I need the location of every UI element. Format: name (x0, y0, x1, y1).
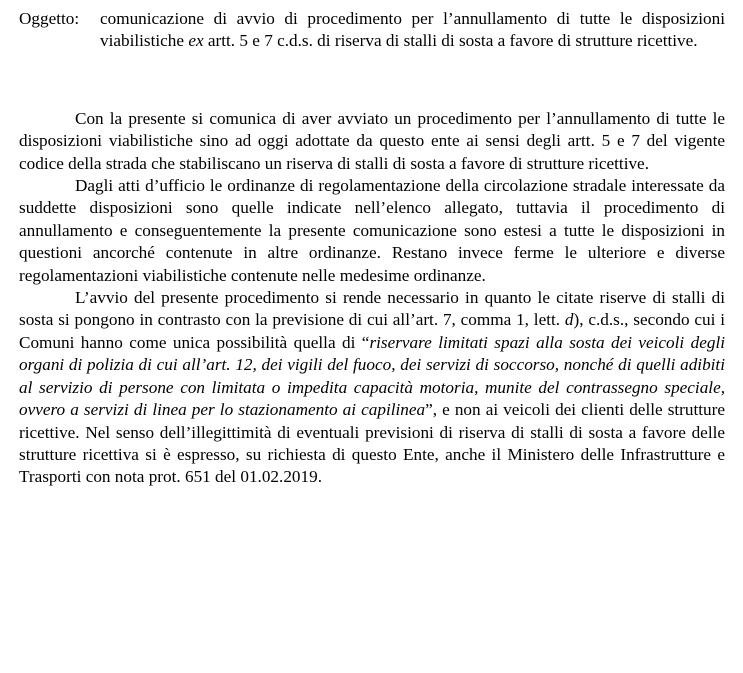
paragraph-legal-basis (19, 287, 725, 489)
subject-block (19, 8, 725, 53)
section-spacer (19, 53, 725, 108)
subject-text-end: artt. 5 e 7 c.d.s. di riserva di stalli di sosta a favore di strutture ricettive. (203, 31, 698, 51)
legal-basis-text-1: L’avvio del presente procedimento si rende necessario in quanto le citate riserve di stalli di sosta si pongono in contrasto con la previsione di cui all’art. 7, comma 1, lett. (19, 288, 725, 330)
legal-basis-text-2: ), c.d.s., secondo cui i Comuni hanno come unica possibilità quella di “ (19, 310, 725, 352)
paragraph-ordinances: Dagli atti d’ufficio le ordinanze di regolamentazione della circolazione stradale interessate da suddette disposizioni sono quelle indicate nell’elenco allegato, tuttavia il procedimento di annullamento e conseguentemente la presente comunicazione sono estesi a tutte le disposizioni in questioni ancorché contenute in altre ordinanze. Restano invece ferme le ulteriore e diverse regolamentazioni viabilistiche contenute nelle medesime ordinanze. (19, 176, 725, 285)
document-page (19, 8, 725, 489)
legal-basis-text-3: ”, e non ai veicoli dei clienti delle strutture ricettive. Nel senso dell’illegittimità di eventuali previsioni di riserva di stalli di sosta a favore delle strutture ricettiva si è espresso, su richiesta di questo Ente, anche il Ministero delle Infrastrutture e Trasporti con nota prot. 651 del 01.02.2019. (19, 400, 725, 487)
paragraph-intro: Con la presente si comunica di aver avviato un procedimento per l’annullamento di tutte le disposizioni viabilistiche sino ad oggi adottate da questo ente ai sensi degli artt. 5 e 7 del vigente codice della strada che stabiliscano un riserva di stalli di sosta a favore di strutture ricettive. (19, 108, 725, 173)
law-quote-italic: riservare limitati spazi alla sosta dei veicoli degli organi di polizia di cui all’art. 12, dei vigili del fuoco, dei servizi di soccorso, nonché di quelli adibiti al servizio di persone con limitata o impedita capacità motoria, munite del contrassegno speciale, ovvero a servizi di linea per lo stazionamento ai capilinea (19, 332, 725, 420)
subject-text (100, 8, 725, 53)
subject-ex-italic: ex (188, 31, 204, 51)
letter-d-italic: d (564, 310, 574, 330)
subject-label: Oggetto: (19, 9, 80, 28)
subject-text-start: comunicazione di avvio di procedimento per l’annullamento di tutte le disposizioni viabilistiche (100, 9, 725, 51)
